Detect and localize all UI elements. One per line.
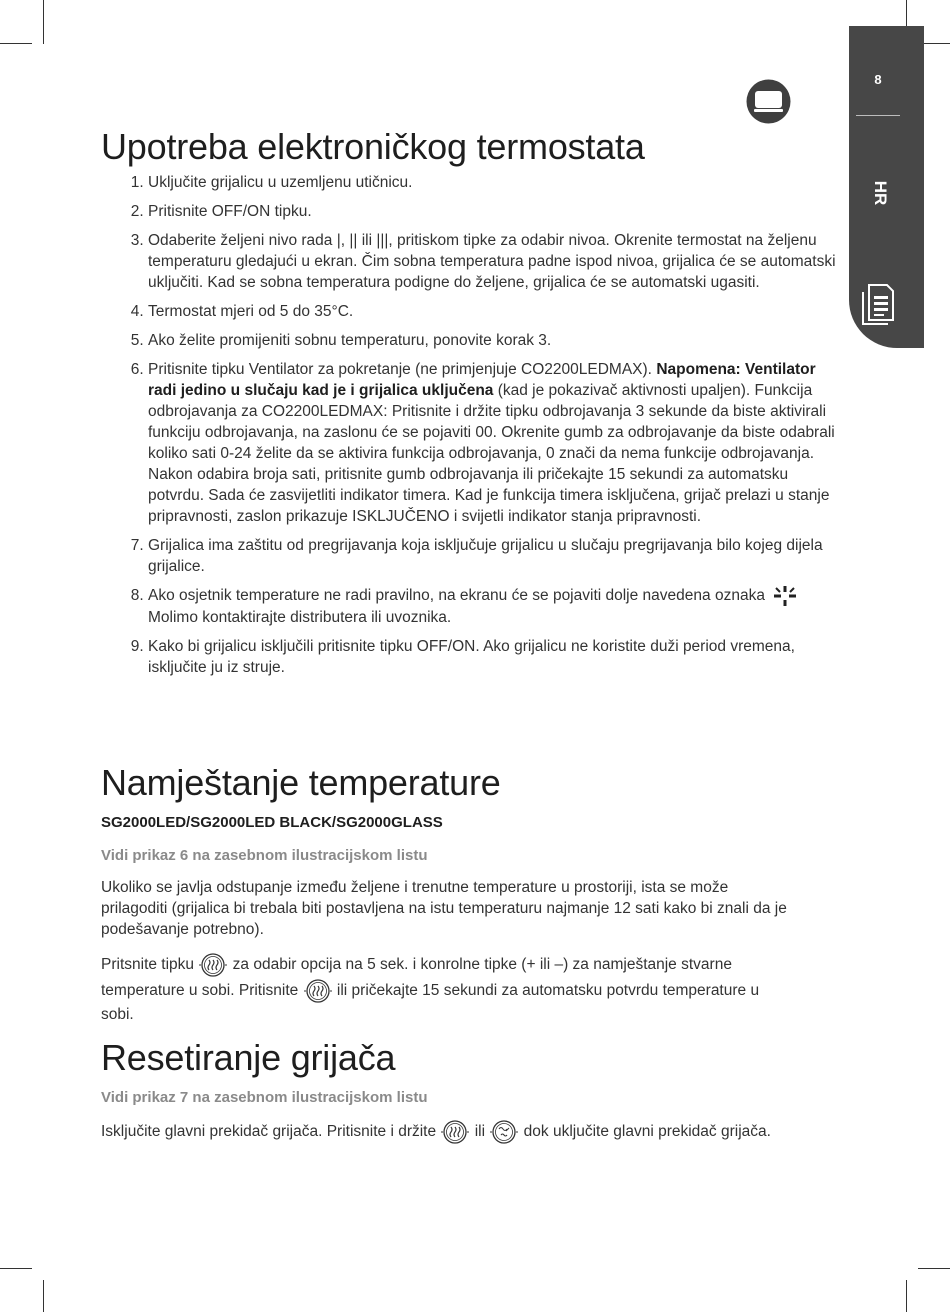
paragraph — [101, 952, 791, 1025]
paragraph-text: dok uključite glavni prekidač grijača. — [519, 1123, 771, 1141]
step-text: Molimo kontaktirajte distributera ili uvoznika. — [148, 609, 452, 626]
paragraph: Ukoliko se javlja odstupanje između željene i trenutne temperature u prostoriji, ista se može prilagoditi (grijalica bi trebala biti postavljena na istu temperaturu najmanje 12 sati kako bi znali da je podešavanje potrebno). — [101, 879, 787, 938]
list-item — [148, 359, 848, 527]
side-tab — [849, 26, 924, 348]
crop-mark — [0, 1268, 32, 1269]
illustration-reference: Vidi prikaz 7 na zasebnom ilustracijskom listu — [101, 1089, 428, 1106]
step-text: Pritisnite tipku Ventilator za pokretanje (ne primjenjuje CO2200LEDMAX). — [148, 361, 657, 378]
section-title-reset: Resetiranje grijača — [101, 1037, 396, 1078]
crop-mark — [924, 43, 950, 44]
page-number: 8 — [874, 72, 882, 87]
document-icon — [860, 282, 896, 328]
list-item: 4. Termostat mjeri od 5 do 35°C. — [148, 301, 848, 322]
instructions-list — [101, 172, 848, 686]
language-code: HR — [871, 180, 890, 206]
list-item: 2. Pritisnite OFF/ON tipku. — [148, 201, 848, 222]
list-item: 5. Ako želite promijeniti sobnu temperaturu, ponovite korak 3. — [148, 330, 848, 351]
crop-mark — [0, 43, 32, 44]
list-item — [148, 585, 848, 628]
heat-mode-icon — [303, 978, 333, 1004]
crop-mark — [43, 0, 44, 44]
list-item: 9. Kako bi grijalicu isključili pritisnite tipku OFF/ON. Ako grijalicu ne koristite duži period vremena, isključite ju iz struje. — [148, 636, 848, 678]
sensor-error-icon — [773, 585, 797, 607]
step-text: (kad je pokazivač aktivnosti upaljen). Funkcija odbrojavanja za CO2200LEDMAX: Pritisnite i držite tipku odbrojavanja 3 sekunde da biste aktivirali funkciju odbrojavanja, na zaslonu će se pojaviti 00. Okrenite gumb za odbrojavanje da biste odabrali koliko sati 0-24 želite da se aktivira funkcija odbrojavanja, 0 znači da nema funkcije odbrojavanja. Nakon odabira broja sati, pritisnite gumb odbrojavanja ili pričekajte 15 sekundi za automatsku potvrdu. Sada će zasvijetliti indikator timera. Kad je funkcija timera isključena, grijač prelazi u stanje pripravnosti, zaslon prikazuje ISKLJUČENO i svijetli indikator stanja pripravnosti. — [148, 382, 835, 525]
list-item: 1. Uključite grijalicu u uzemljenu utičnicu. — [148, 172, 848, 193]
list-item: 7. Grijalica ima zaštitu od pregrijavanja koja isključuje grijalicu u slučaju pregrijavanja bilo kojeg dijela grijalice. — [148, 535, 848, 577]
illustration-reference: Vidi prikaz 6 na zasebnom ilustracijskom listu — [101, 847, 428, 864]
crop-mark — [43, 1280, 44, 1312]
paragraph-text: za odabir opcija na 5 sek. i konrolne tipke (+ ili –) za namještanje stvarne temperature u sobi. Pritisnite — [101, 956, 732, 1000]
paragraph-text: Pritsnite tipku — [101, 956, 199, 974]
paragraph-text: ili pričekajte 15 sekundi za automatsku potvrdu temperature u sobi. — [101, 982, 760, 1023]
fan-timer-icon — [489, 1119, 519, 1145]
model-list: SG2000LED/SG2000LED BLACK/SG2000GLASS — [101, 814, 443, 831]
section-title-thermostat: Upotreba elektroničkog termostata — [101, 126, 645, 167]
step-text: Ako osjetnik temperature ne radi pravilno, na ekranu će se pojaviti dolje navedena oznaka — [148, 587, 770, 605]
heat-mode-icon — [198, 952, 228, 978]
section-title-temperature: Namještanje temperature — [101, 762, 501, 803]
crop-mark — [918, 1268, 950, 1269]
paragraph-text: ili — [470, 1123, 490, 1141]
heat-mode-icon — [440, 1119, 470, 1145]
note-text: Napomena: Ventilator radi jedino u slučaju kad je i grijalica uključena — [148, 361, 816, 399]
tab-divider — [856, 115, 900, 116]
crop-mark — [906, 1280, 907, 1312]
paragraph — [101, 1119, 791, 1145]
tv-icon — [746, 79, 791, 124]
paragraph-text: Isključite glavni prekidač grijača. Pritisnite i držite — [101, 1123, 441, 1141]
list-item: 3. Odaberite željeni nivo rada |, || ili |||, pritiskom tipke za odabir nivoa. Okrenite termostat na željenu temperaturu gledajući u ekran. Čim sobna temperatura padne ispod nivoa, grijalica će se automatski uključiti. Kad se sobna temperatura podigne do željene, grijalica će se automatski ugasiti. — [148, 230, 848, 293]
